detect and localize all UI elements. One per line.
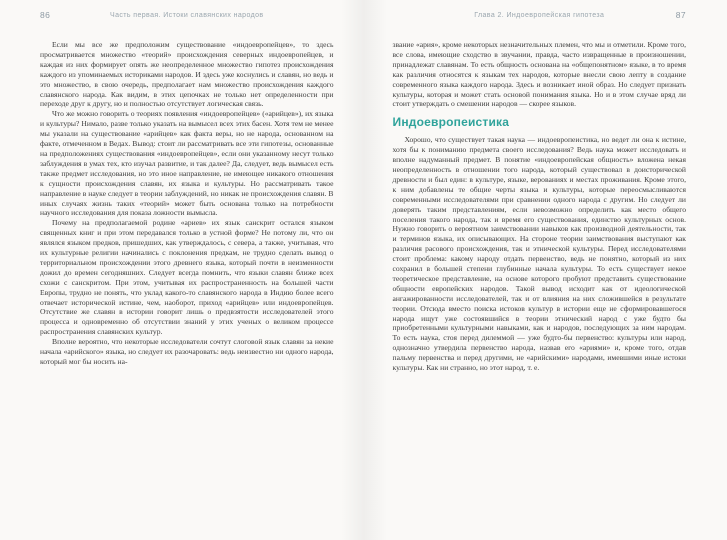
paragraph: Если мы все же предположим существование «индоевропейцев», то здесь просматривается множество «теорий» происхождения северных индоевропейцев, и каждая из них формирует опять же неопределенное множество гипотез происхождения каждого из упоминаемых историками народов. И здесь уже коснулись и славян, но ведь и это множество, в свою очередь, предполагает нам множество происхождения каждого славянского народа. Как видим, в этих цепочках не только нет определенности при переходе друг к другу, но и полностью отсутствует логическая связь. bbox=[40, 40, 334, 109]
right-page bbox=[364, 0, 727, 540]
paragraph: Вполне вероятно, что некоторые исследователи сочтут слоговой язык славян за некие начала «арийского» языка, но следует их разочаровать: ведь неизвестно ни одного народа, который мог бы носить на- bbox=[40, 337, 334, 366]
left-text-block bbox=[40, 40, 334, 367]
left-running-header bbox=[40, 10, 334, 23]
right-running-header bbox=[393, 10, 687, 23]
left-page-number: 86 bbox=[40, 10, 51, 20]
paragraph: Почему на предполагаемой родине «ариев» их язык санскрит остался языком священных книг и при этом передавался только в устной форме? Не потому ли, что он являлся языком предков, пришедших, как утверждалось, с севера, а также, учитывая, что их культурные религии начинались с поклонения предкам, не трудно сделать вывод о территориальном происхождении этого древнего языка, который почти в неизменности дожил до времен сегодняшних. Следует всегда помнить, что языки славян ближе всех схожи с санскритом. При этом, учитывая их распространенность на большей части Европы, трудно не понять, что уклад какого-то славянского народа в Индию более всего отвечает исторической истине, чем, наоборот, приход «арийцев» или индоевропейцев. Отсутствие же славян в истории говорит лишь о предвзятости исследователей этого процесса и одновременно об отсутствии знаний у этих ученых о великом процессе распространения славянских культур. bbox=[40, 218, 334, 337]
right-text-block bbox=[393, 40, 687, 373]
paragraph: Что же можно говорить о теориях появления «индоевропейцев» («арийцев»), их языка и культуры? Нимало, разве только указать на вымысел всех этих басен. Хотя тем не менее мы указали на существование «арийцев» как факта веры, но не народа, основанном на факте, отмеченном в Ведах. Вывод: стоит ли рассматривать все эти гипотезы, основанные на предположениях существования «индоевропейцев», если они указанному несут только заблуждения в умах тех, кто изучал развитие, и так далее? Да, следует, ведь вымысел есть также предмет исследования, но это иное направление, не имеющее никакого отношения к сущности происхождения славян, их языка и культуры. Но рассматривать такое направление в науке следует в теории заблуждений, но никак не происхождения славян. В иных случаях жизнь таких «теорий» может быть основана только на потребности научного исследования для показа ложности вымысла. bbox=[40, 109, 334, 218]
paragraph: звание «ария», кроме некоторых незначительных племен, что мы и отметили. Кроме того, все слова, имеющие сходство в звучании, правда, часто извращенные в произношении, принадлежат славянам. То есть общность основана на «общепонятном» языке, в то время как различия относятся к языкам тех народов, которые внесли свою лепту в создание современного языка каждого народа. Здесь и возникает иной образ. Но следует признать культуры, которая и может стать основой понимания языка. Но и в этом случае вряд ли стоит утверждать о смешении народов — скорее языков. bbox=[392, 40, 686, 109]
left-header-text: Часть первая. Истоки славянских народов bbox=[110, 11, 264, 19]
right-header-text: Глава 2. Индоевропейская гипотеза bbox=[474, 11, 605, 19]
right-page-number: 87 bbox=[675, 10, 686, 20]
section-heading: Индоевропеистика bbox=[392, 115, 510, 130]
paragraph: Хорошо, что существует такая наука — индоевропеистика, но ведет ли она к истине, хотя бы к пониманию предмета своего исследования? Ведь наука может исследовать и вполне надуманный предмет. В понятие «индоевропейская общность» вложена некая неопределенность в отношении того народа, который существовал в доисторической древности и был един: в культуре, языке, верованиях и местах проживания. Кроме этого, к ним добавлены те общие черты языка и культуры, которые переосмысливаются современными исследователями при сравнении одного народа с другим. Но следует ли доверять таким представлениям, если невозможно определить как место общего поселения такого народа, так и время его существования, единство культурных основ. Нужно говорить о вероятном заимствовании навыков как производной деятельности, так и терминов языка, их описывающих. На стороне теории заимствования выступают как различия расового происхождения, так и этнической культуры. Перед исследователями стоит проблема: какому народу отдать первенство, ведь не понятно, который из них сохранил в большей степени глубинные начала культуры. То есть существует некое теоретическое представление, на основе которого пробуют представить существование общности европейских народов. Такой вывод исходит как от идеологической ангажированности исследователей, так и от влияния на них сложившейся в результате теории. Отсюда вместо поиска истоков культур в истории еще не сформировавшегося народа ищут уже состоявшийся в теории этнический народ с уже будто бы приобретенными культурными навыками, как и народов, последующих за ним народам. То есть наука, стоя перед дилеммой — уже будто-бы первенство: культуры или народ, однозначно утвердила первенство народа, назвав его «ариями» и, кроме того, отдав пальму первенства и перед другими, не «арийскими» народами, имевшими иные истоки культуры. Как ни странно, но этот народ, т. е. bbox=[392, 135, 686, 373]
